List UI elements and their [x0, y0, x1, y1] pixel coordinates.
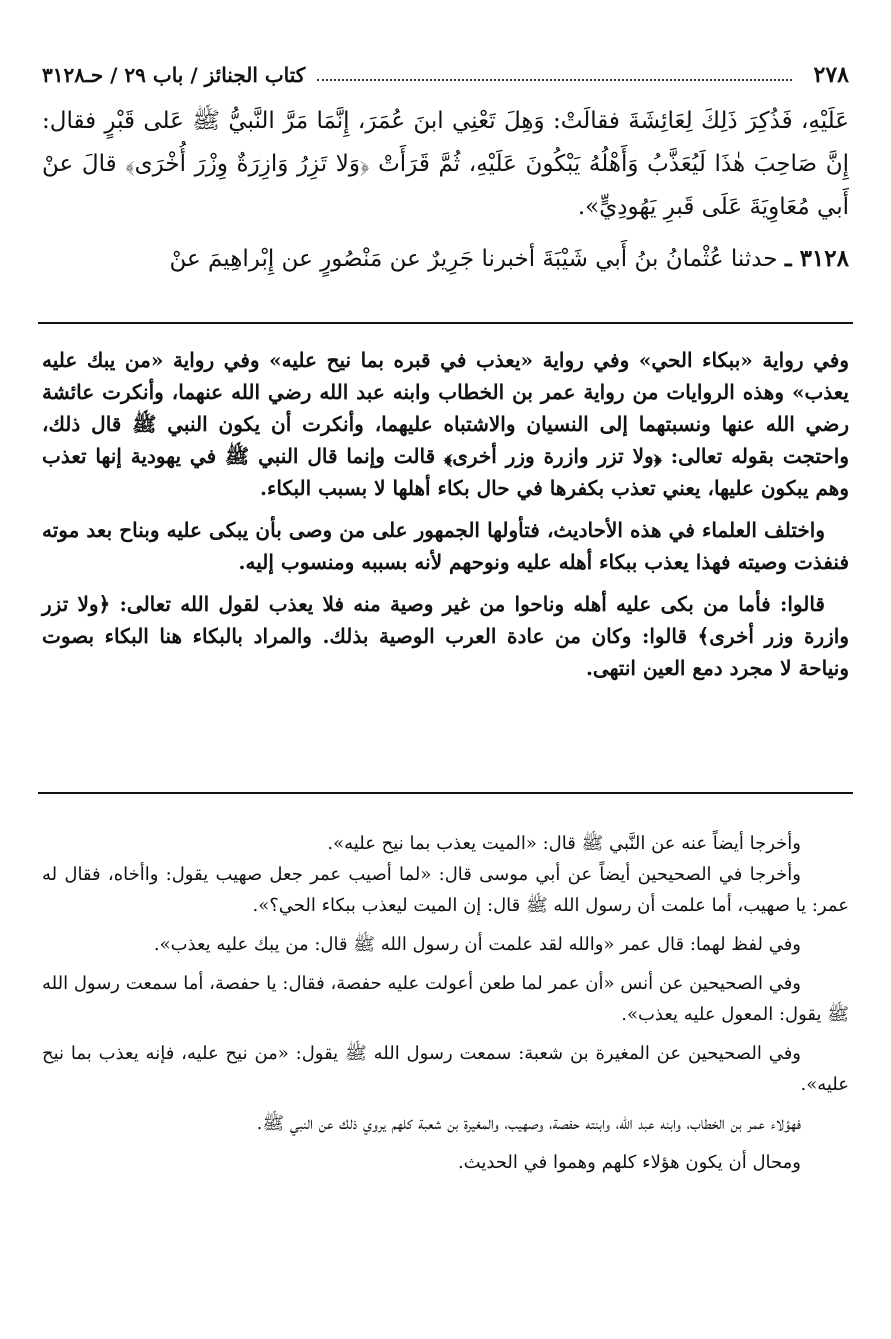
hadith-number: ٣١٢٨ ـ — [784, 245, 849, 272]
hadith-paragraph: عَلَيْهِ، فَذُكِرَ ذَلِكَ لِعَائِشَةَ فقالَتْ: وَهِلَ تَعْنِي ابنَ عُمَرَ، إِنَّمَا مَرَّ النَّبيُّ ﷺ عَلى قَبْرٍ فقال: إِنَّ صَاحِبَ هٰذَا لَيُعَذَّبُ وَأَهْلُهُ يَبْكُونَ عَلَيْهِ، ثُمَّ قَرَأَتْ ﴿وَلا تَزِرُ وَازِرَةٌ وِزْرَ أُخْرَى﴾ قالَ عنْ أَبي مُعَاوِيَةَ عَلَى قَبرِ يَهُودِيٍّ». — [42, 108, 849, 220]
next-hadith-text: حدثنا عُثْمانُ بنُ أَبي شَيْبَةَ أخبرنا جَرِيرٌ عن مَنْصُورٍ عن إِبْراهِيمَ عنْ — [169, 246, 778, 272]
takhrij-paragraph-5: وفي الصحيحين عن المغيرة بن شعبة: سمعت رسول الله ﷺ يقول: «من نيح عليه، فإنه يعذب بما نيح عليه». — [42, 1043, 849, 1095]
commentary-paragraph-2: واختلف العلماء في هذه الأحاديث، فتأولها الجمهور على من وصى بأن يبكى عليه وبناح بعد موته فنفذت وصيته فهذا يعذب ببكاء أهله عليه ونوحهم لأنه بسببه ومنسوب إليه. — [42, 518, 849, 574]
page-header — [42, 58, 849, 92]
commentary-paragraph-3: قالوا: فأما من بكى عليه أهله وناحوا من غير وصية منه فلا يعذب لقول الله تعالى: ﴿ولا تزر وازرة وزر أخرى﴾ قالوا: وكان من عادة العرب الوصية بذلك. والمراد بالبكاء هنا البكاء بصوت ونياحة لا مجرد دمع العين انتهى. — [42, 592, 849, 680]
commentary-paragraph-1: وفي رواية «ببكاء الحي» وفي رواية «يعذب في قبره بما نيح عليه» وفي رواية «من يبك عليه يعذب» وهذه الروايات من رواية عمر بن الخطاب وابنه عبد الله رضي الله عنهما، وأنكرت عائشة رضي الله عنها ونسبتهما إلى النسيان والاشتباه عليهما، وأنكرت أن يكون النبي ﷺ قال ذلك، واحتجت بقوله تعالى: ﴿ولا تزر وازرة وزر أخرى﴾ قالت وإنما قال النبي ﷺ في يهودية إنها تعذب وهم يبكون عليها، يعني تعذب بكفرها في حال بكاء أهلها لا بسبب البكاء. — [42, 348, 849, 500]
page-number: ٢٧٨ — [813, 62, 849, 88]
takhrij-paragraph-7: ومحال أن يكون هؤلاء كلهم وهموا في الحديث. — [457, 1152, 801, 1173]
takhrij-block — [42, 828, 849, 1186]
header-dotted-leader — [317, 79, 791, 81]
divider-line-bottom — [38, 792, 853, 794]
next-hadith-paragraph — [42, 237, 849, 281]
takhrij-paragraph-1: وأخرجا أيضاً عنه عن النَّبي ﷺ قال: «الميت يعذب بما نيح عليه». — [327, 833, 801, 854]
commentary-block — [42, 344, 849, 694]
hadith-text-block — [42, 100, 849, 281]
divider-line-top — [38, 322, 853, 324]
takhrij-paragraph-3: وفي لفظ لهما: قال عمر «والله لقد علمت أن رسول الله ﷺ قال: من يبك عليه يعذب». — [153, 934, 801, 955]
running-title: كتاب الجنائز / باب ٢٩ / حـ٣١٢٨ — [42, 63, 306, 87]
takhrij-paragraph-2: وأخرجا في الصحيحين أيضاً عن أبي موسى قال: «لما أصيب عمر جعل صهيب يقول: واأخاه، فقال له عمر: يا صهيب، أما علمت أن رسول الله ﷺ قال: إن الميت ليعذب ببكاء الحي؟». — [42, 864, 849, 916]
takhrij-paragraph-4: وفي الصحيحين عن أنس «أن عمر لما طعن أعولت عليه حفصة، فقال: يا حفصة، أما سمعت رسول الله ﷺ يقول: المعول عليه يعذب». — [42, 973, 849, 1025]
takhrij-paragraph-6: فهؤلاء عمر بن الخطاب، وابنه عبد الله، وابنته حفصة، وصهيب، والمغيرة بن شعبة كلهم يروي ذلك عن النبي ﷺ. — [256, 1113, 801, 1134]
